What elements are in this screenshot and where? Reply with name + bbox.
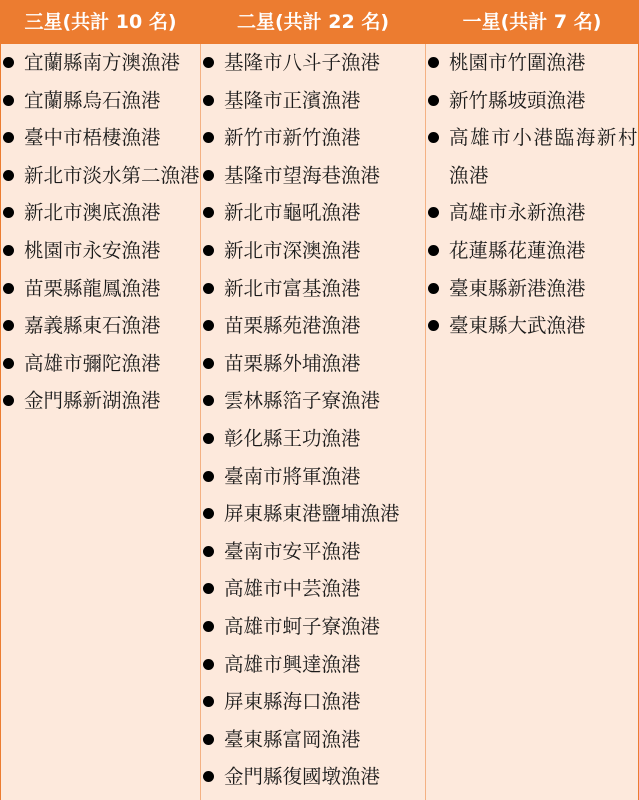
list-item	[203, 270, 425, 308]
port-name: 基隆市望海巷漁港	[224, 163, 381, 187]
list-item	[203, 721, 425, 759]
bullet-icon	[3, 395, 14, 406]
table-body-row	[1, 44, 638, 800]
bullet-icon	[203, 320, 214, 331]
list-item	[203, 82, 425, 120]
bullet-icon	[203, 245, 214, 256]
list-item	[203, 44, 425, 82]
bullet-icon	[428, 245, 439, 256]
list-item	[3, 382, 200, 420]
bullet-icon	[203, 95, 214, 106]
port-name: 新北市深澳漁港	[224, 238, 361, 262]
list-item	[203, 570, 425, 608]
port-name: 高雄市中芸漁港	[224, 577, 361, 601]
list-item	[3, 194, 200, 232]
port-name: 高雄市永新漁港	[449, 201, 586, 225]
bullet-icon	[203, 659, 214, 670]
bullet-icon	[428, 57, 439, 68]
list-item	[203, 194, 425, 232]
port-name: 宜蘭縣烏石漁港	[24, 88, 161, 112]
port-name: 宜蘭縣南方澳漁港	[24, 51, 181, 74]
list-item	[203, 307, 425, 345]
bullet-icon	[3, 207, 14, 218]
bullet-icon	[203, 621, 214, 632]
port-name: 臺中市梧棲漁港	[24, 126, 161, 150]
list-item	[3, 232, 200, 270]
port-name: 高雄市興達漁港	[224, 652, 361, 676]
one-star-list	[426, 44, 638, 345]
port-name: 高雄市蚵子寮漁港	[224, 614, 381, 638]
list-item	[428, 307, 638, 345]
header-two-star: 二星(共計 22 名)	[236, 11, 390, 33]
port-name: 新竹縣坡頭漁港	[449, 88, 586, 112]
bullet-icon	[3, 245, 14, 256]
port-name: 屏東縣東港鹽埔漁港	[224, 502, 400, 526]
bullet-icon	[203, 207, 214, 218]
bullet-icon	[428, 95, 439, 106]
list-item	[428, 44, 638, 82]
list-item	[3, 157, 200, 195]
bullet-icon	[3, 132, 14, 143]
bullet-icon	[428, 320, 439, 331]
header-three-star: 三星(共計 10 名)	[24, 11, 177, 33]
list-item	[203, 382, 425, 420]
port-name: 苗栗縣龍鳳漁港	[24, 276, 161, 300]
port-name: 桃園市竹圍漁港	[449, 51, 586, 74]
port-name: 基隆市八斗子漁港	[224, 51, 381, 74]
three-star-column	[1, 44, 200, 800]
bullet-icon	[203, 433, 214, 444]
list-item	[3, 82, 200, 120]
bullet-icon	[3, 170, 14, 181]
bullet-icon	[3, 358, 14, 369]
bullet-icon	[3, 320, 14, 331]
list-item	[203, 683, 425, 721]
port-name: 金門縣復國墩漁港	[224, 765, 381, 789]
bullet-icon	[203, 471, 214, 482]
list-item	[3, 270, 200, 308]
port-name: 高雄市小港臨海新村漁港	[449, 126, 638, 187]
bullet-icon	[203, 771, 214, 782]
port-name: 彰化縣王功漁港	[224, 426, 361, 450]
list-item	[203, 420, 425, 458]
bullet-icon	[203, 583, 214, 594]
bullet-icon	[203, 546, 214, 557]
list-item	[3, 307, 200, 345]
port-name: 新北市富基漁港	[224, 276, 361, 300]
bullet-icon	[203, 283, 214, 294]
port-name: 雲林縣箔子寮漁港	[224, 389, 381, 413]
list-item	[203, 458, 425, 496]
table-header-row	[1, 0, 638, 44]
list-item	[203, 232, 425, 270]
list-item	[428, 194, 638, 232]
port-name: 苗栗縣外埔漁港	[224, 351, 361, 375]
list-item	[3, 119, 200, 157]
bullet-icon	[428, 132, 439, 143]
port-name: 基隆市正濱漁港	[224, 88, 361, 112]
port-name: 新北市龜吼漁港	[224, 201, 361, 225]
port-name: 高雄市彌陀漁港	[24, 351, 161, 375]
bullet-icon	[428, 207, 439, 218]
port-name: 臺南市將軍漁港	[224, 464, 361, 488]
list-item	[203, 119, 425, 157]
list-item	[428, 270, 638, 308]
port-name: 花蓮縣花蓮漁港	[449, 238, 586, 262]
list-item	[3, 345, 200, 383]
list-item	[3, 44, 200, 82]
list-item	[203, 495, 425, 533]
header-one-star: 一星(共計 7 名)	[462, 11, 602, 33]
list-item	[428, 82, 638, 120]
bullet-icon	[203, 57, 214, 68]
list-item	[203, 646, 425, 684]
bullet-icon	[203, 696, 214, 707]
bullet-icon	[203, 358, 214, 369]
one-star-column	[426, 44, 638, 800]
list-item	[203, 157, 425, 195]
port-name: 新北市澳底漁港	[24, 201, 161, 225]
two-star-list	[201, 44, 425, 796]
port-name: 金門縣新湖漁港	[24, 389, 161, 413]
bullet-icon	[203, 132, 214, 143]
bullet-icon	[203, 734, 214, 745]
port-name: 桃園市永安漁港	[24, 238, 161, 262]
port-name: 臺南市安平漁港	[224, 539, 361, 563]
list-item	[203, 345, 425, 383]
port-name: 臺東縣新港漁港	[449, 276, 586, 300]
port-name: 新北市淡水第二漁港	[24, 163, 200, 187]
bullet-icon	[203, 508, 214, 519]
bullet-icon	[3, 283, 14, 294]
three-star-list	[1, 44, 200, 420]
port-name: 臺東縣大武漁港	[449, 314, 586, 338]
port-name: 屏東縣海口漁港	[224, 690, 361, 714]
list-item	[428, 119, 638, 194]
bullet-icon	[3, 57, 14, 68]
port-name: 嘉義縣東石漁港	[24, 314, 161, 338]
list-item	[203, 533, 425, 571]
port-name: 苗栗縣苑港漁港	[224, 314, 361, 338]
bullet-icon	[203, 170, 214, 181]
list-item	[203, 608, 425, 646]
bullet-icon	[428, 283, 439, 294]
two-star-column	[200, 44, 426, 800]
list-item	[203, 758, 425, 796]
bullet-icon	[203, 395, 214, 406]
list-item	[428, 232, 638, 270]
bullet-icon	[3, 95, 14, 106]
port-name: 新竹市新竹漁港	[224, 126, 361, 150]
port-name: 臺東縣富岡漁港	[224, 727, 361, 751]
